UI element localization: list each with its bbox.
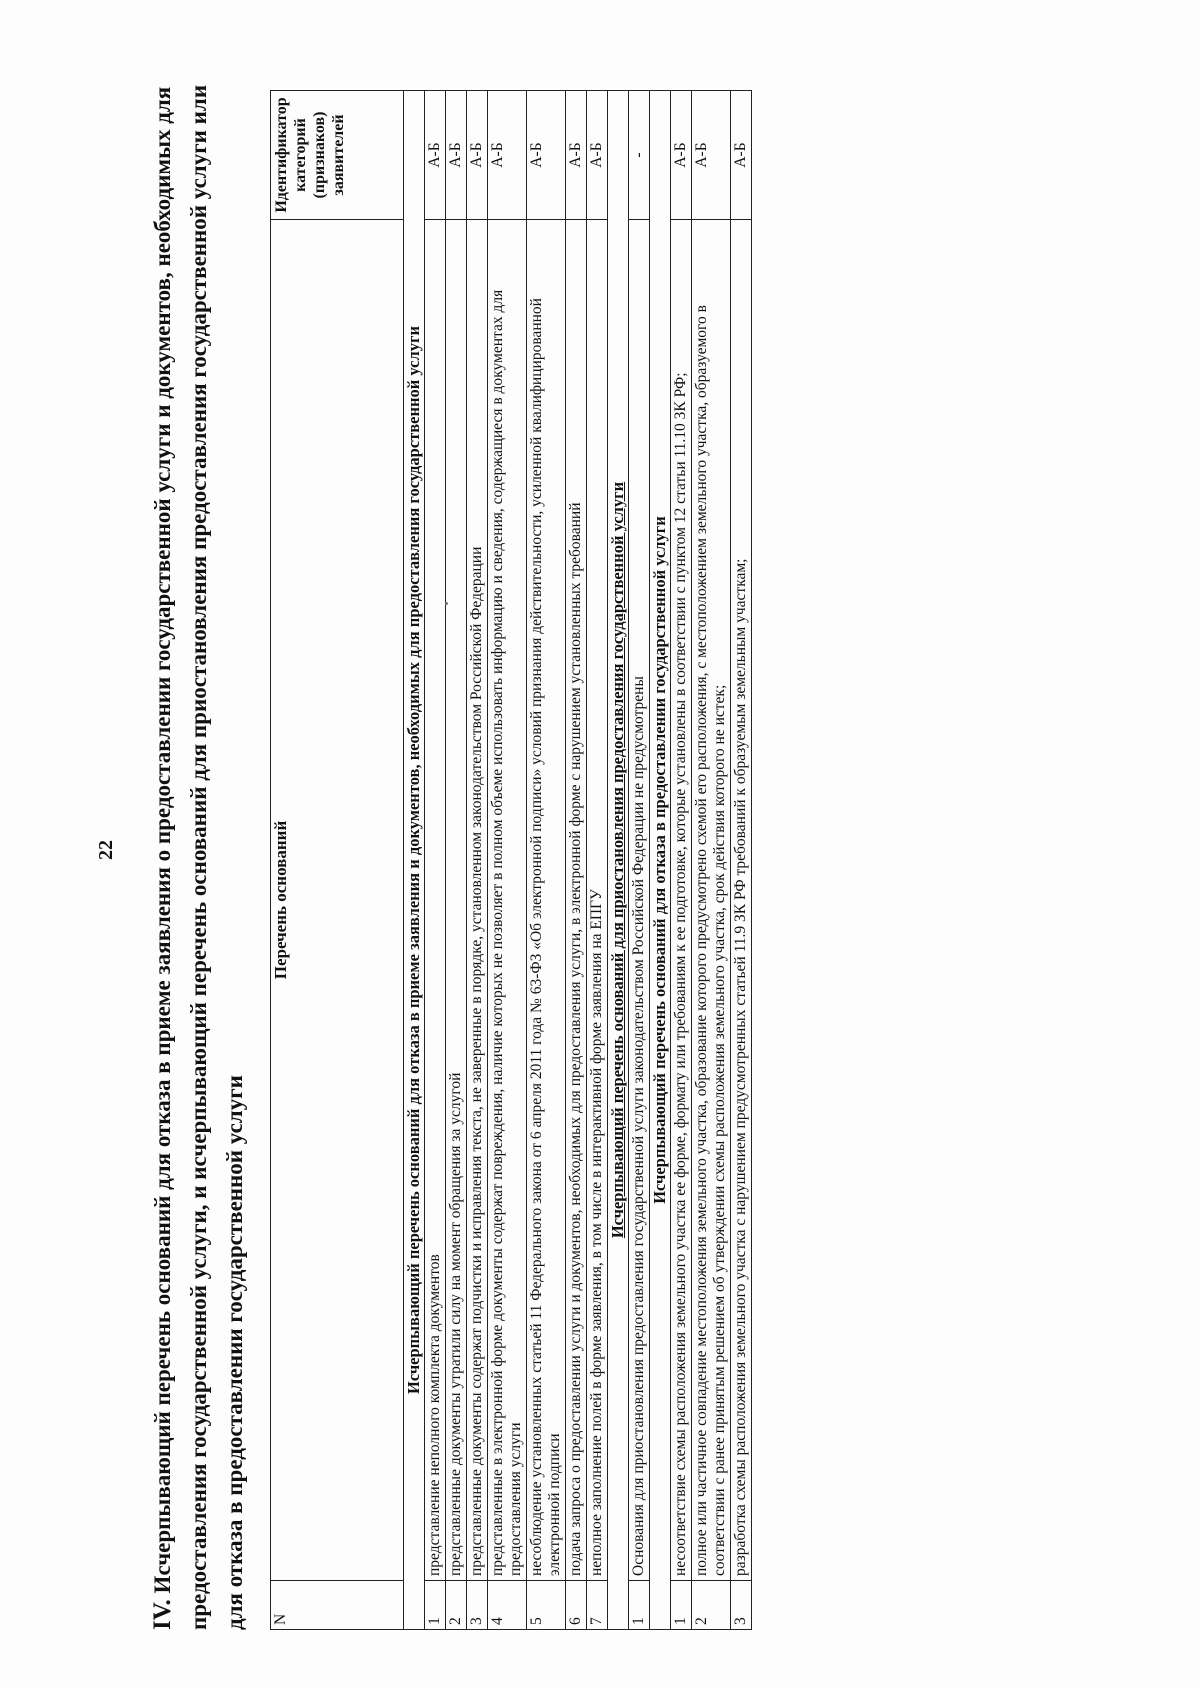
- section-title: [145, 70, 253, 1630]
- grounds-table: [270, 90, 752, 1630]
- table-row: 1 представление неполного комплекта документов А-Б: [425, 91, 446, 1630]
- group-header-refusal-service: Исчерпывающий перечень оснований для отказа в предоставлении государственной услуги: [650, 91, 671, 1630]
- table-row: 2 представленные документы утратили силу на момент обращения за услугой А-Б: [446, 91, 467, 1630]
- group-header-suspension: Исчерпывающий перечень оснований для приостановления предоставления государственной услуги: [608, 91, 629, 1630]
- table-row: 2 полное или частичное совпадение местоположения земельного участка, образование которого предусмотрено схемой его расположения, с местоположением земельного участка, образуемого в соответствии с ранее принятым решением об утверждении схемы расположения земельного участка, срок действия которого не истек; А-Б: [692, 91, 731, 1630]
- table-row: 1 Основания для приостановления предоставления государственной услуги законодательством Российской Федерации не предусмотрены -: [629, 91, 650, 1630]
- table-row: 6 подача запроса о предоставлении услуги и документов, необходимых для предоставления услуги, в электронной форме с нарушением установленных требований А-Б: [566, 91, 587, 1630]
- section-roman-number: IV.: [149, 1599, 176, 1630]
- group-header-refusal-acceptance: Исчерпывающий перечень оснований для отказа в приеме заявления и документов, необходимых для предоставления государственной услуги: [404, 91, 425, 1630]
- header-number: N: [271, 1581, 404, 1630]
- table-row: 4 представленные в электронной форме документы содержат повреждения, наличие которых не позволяет в полном объеме использовать информацию и сведения, содержащиеся в документах для предоставления услуги А-Б: [488, 91, 527, 1630]
- header-category-id: Идентификатор категорий (признаков) заявителей: [271, 91, 404, 220]
- page-number: 22: [95, 840, 117, 860]
- table-header-row: [271, 91, 404, 1630]
- table-row: 7 неполное заполнение полей в форме заявления, в том числе в интерактивной форме заявления на ЕПГУ А-Б: [587, 91, 608, 1630]
- table-row: 3 представленные документы содержат подчистки и исправления текста, не заверенные в порядке, установленном законодательством Российской Федерации А-Б: [467, 91, 488, 1630]
- rotated-page: [95, 70, 1155, 1630]
- table-row: 5 несоблюдение установленных статьей 11 Федерального закона от 6 апреля 2011 года № 63-ФЗ «Об электронной подписи» условий признания действительности, усиленной квалифицированной электронной подписи А-Б: [527, 91, 566, 1630]
- header-grounds-list: Перечень оснований: [271, 220, 404, 1581]
- table-row: 1 несоответствие схемы расположения земельного участка ее форме, формату или требованиям к ее подготовке, которые установлены в соответствии с пунктом 12 статьи 11.10 ЗК РФ; А-Б: [671, 91, 692, 1630]
- section-title-text: Исчерпывающий перечень оснований для отказа в приеме заявления о предоставлении государственной услуги и документов, необходимых для предоставления государственной услуги, и исчерпывающий перечень оснований для приостановления предоставления государственной услуги или для отказа в предоставлении государственной услуги: [150, 84, 247, 1630]
- scan-speck: [445, 602, 448, 605]
- table-row: 3 разработка схемы расположения земельного участка с нарушением предусмотренных статьей 11.9 ЗК РФ требований к образуемым земельным участкам; А-Б: [731, 91, 752, 1630]
